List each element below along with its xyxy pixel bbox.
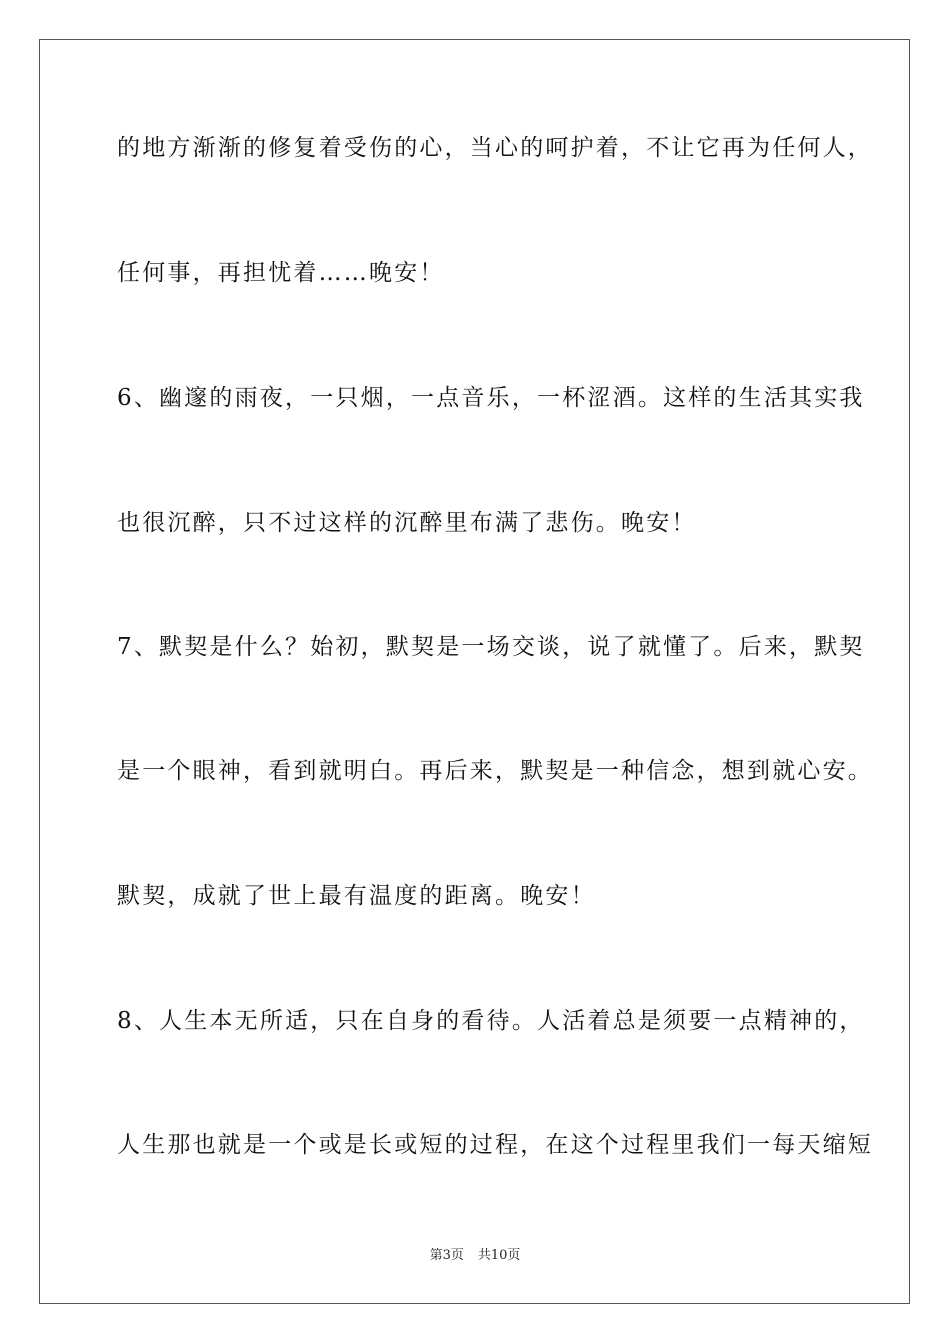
- page-frame: [39, 39, 910, 1304]
- text-line: 8、人生本无所适，只在自身的看待。人活着总是须要一点精神的，: [117, 1008, 865, 1034]
- page-total: 共10页: [477, 1248, 521, 1263]
- text-line: 也很沉醉，只不过这样的沉醉里布满了悲伤。晚安！: [117, 510, 697, 536]
- text-line: 6、幽邃的雨夜，一只烟，一点音乐，一杯涩酒。这样的生活其实我: [117, 385, 865, 411]
- text-line: 任何事，再担忧着……晚安！: [117, 260, 445, 286]
- page-number: 第3页: [429, 1248, 464, 1263]
- text-line: 7、默契是什么？始初，默契是一场交谈，说了就懂了。后来，默契: [117, 634, 865, 660]
- text-line: 是一个眼神，看到就明白。再后来，默契是一种信念，想到就心安。: [117, 758, 873, 784]
- text-line: 默契，成就了世上最有温度的距离。晚安！: [117, 883, 596, 909]
- page-footer: [0, 1247, 950, 1265]
- text-line: 的地方渐渐的修复着受伤的心，当心的呵护着，不让它再为任何人，: [117, 135, 873, 161]
- text-line: 人生那也就是一个或是长或短的过程，在这个过程里我们一每天缩短: [117, 1132, 873, 1158]
